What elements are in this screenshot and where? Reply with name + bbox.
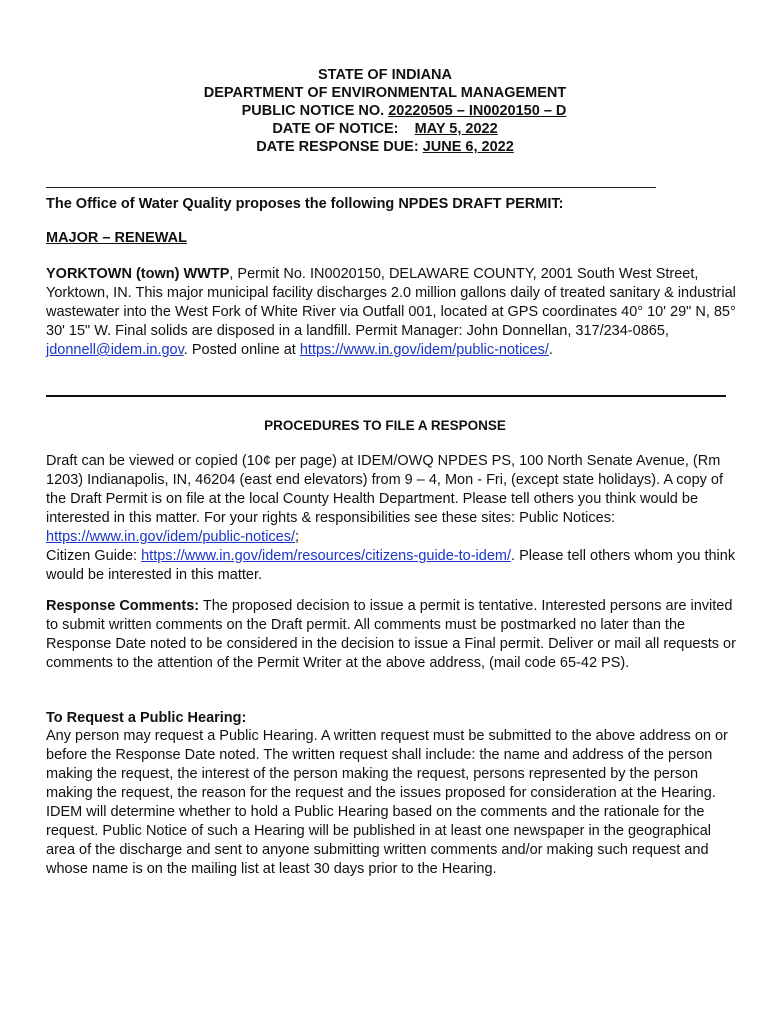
notice-date-label: DATE OF NOTICE:: [272, 121, 399, 137]
response-due-label: DATE RESPONSE DUE:: [256, 139, 419, 155]
notice-number-label: PUBLIC NOTICE NO.: [241, 103, 385, 119]
facility-name: YORKTOWN (town) WWTP: [46, 266, 230, 282]
public-notices-link[interactable]: https://www.in.gov/idem/public-notices/: [46, 529, 296, 545]
notice-header: [0, 66, 770, 156]
notice-date-line: [0, 120, 770, 138]
citizen-guide-link[interactable]: https://www.in.gov/idem/resources/citizens-guide-to-idem/: [141, 548, 512, 564]
notices-semicolon: ;: [295, 529, 300, 545]
procedures-title: PROCEDURES TO FILE A RESPONSE: [264, 418, 506, 433]
permit-manager-email-link[interactable]: jdonnell@idem.in.gov: [46, 342, 184, 358]
department-title: DEPARTMENT OF ENVIRONMENTAL MANAGEMENT: [203, 85, 567, 101]
response-comments: [46, 597, 736, 673]
section-divider: [46, 395, 726, 397]
response-due-date: JUNE 6, 2022: [422, 139, 514, 155]
response-comments-text: The proposed decision to issue a permit is tentative. Interested persons are invited to submit written comments on the Draft permit. All comments must be postmarked no later than the Response Date noted to be considered in the decision to issue a Final permit. Deliver or mail all requests or comments to the attention of the Permit Writer at the above address, (mail code 65-42 PS).: [46, 598, 736, 671]
header-divider: [46, 187, 656, 188]
posted-online-link[interactable]: https://www.in.gov/idem/public-notices/: [299, 342, 549, 358]
citizen-guide-tail: . Please tell others whom you think would be interested in this matter.: [46, 548, 736, 583]
state-title: STATE OF INDIANA: [318, 67, 452, 83]
intro-text: The Office of Water Quality proposes the following NPDES DRAFT PERMIT:: [46, 196, 564, 212]
permit-text: , Permit No. IN0020150, DELAWARE COUNTY, 2001 South West Street, Yorktown, IN. This major municipal facility discharges 2.0 million gallons daily of treated sanitary & industrial wastewater into the West Fork of White River via Outfall 001, located at GPS coordinates 40° 10' 29" N, 85° 30' 15" W. Final solids are disposed in a landfill. Permit Manager: John Donnellan, 317/234-0865,: [46, 266, 736, 339]
permit-end: .: [548, 342, 553, 358]
hearing-text: Any person may request a Public Hearing. A written request must be submitted to the above address on or before the Response Date noted. The written request shall include: the name and address of the person making the request, the interest of the person making the request, persons represented by the person making the request, the reason for the request and the issues proposed for consideration at the Hearing. IDEM will determine whether to hold a Public Hearing based on the comments and the rationale for the request. Public Notice of such a Hearing will be published in at least one newspaper in the geographical area of the discharge and sent to anyone submitting written comments and/or making such request and whose name is on the mailing list at least 30 days prior to the Hearing.: [46, 728, 728, 877]
draft-viewing-text: [46, 452, 736, 585]
response-due-line: [0, 138, 770, 156]
permit-category: MAJOR – RENEWAL: [46, 230, 187, 246]
notice-number-line: [0, 102, 770, 120]
response-comments-label: Response Comments:: [46, 598, 200, 614]
hearing-title: To Request a Public Hearing:: [46, 710, 247, 726]
posted-text: . Posted online at: [183, 342, 300, 358]
permit-description: [46, 265, 736, 360]
citizen-guide-label: Citizen Guide:: [46, 548, 142, 564]
notice-number: 20220505 – IN0020150 – D: [388, 103, 567, 119]
notice-date: MAY 5, 2022: [414, 121, 498, 137]
draft-text: Draft can be viewed or copied (10¢ per page) at IDEM/OWQ NPDES PS, 100 North Senate Avenue, (Rm 1203) Indianapolis, IN, 46204 (east end elevators) from 9 – 4, Mon - Fri, (except state holidays). A copy of the Draft Permit is on file at the local County Health Department. Please tell others you think would be interested in this matter. For your rights & responsibilities see these sites: Public Notices:: [46, 453, 724, 526]
